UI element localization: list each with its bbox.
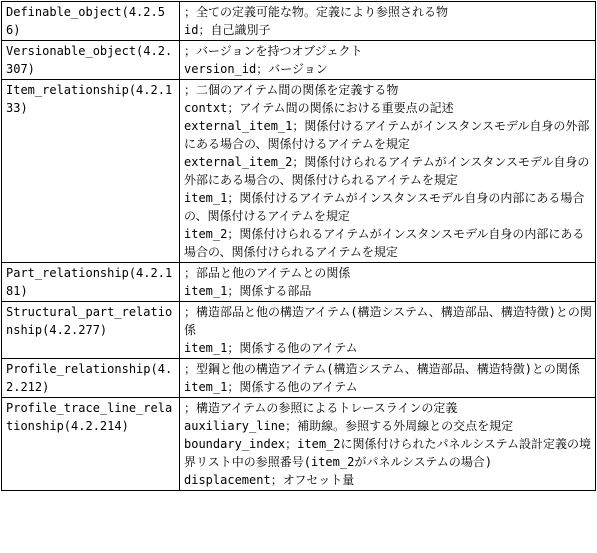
- table-row: [2, 359, 596, 398]
- attribute-line: boundary_index；item_2に関係付けられたパネルシステム設計定義の境界リスト中の参照番号(item_2がパネルシステムの場合): [184, 437, 591, 469]
- table-row: [2, 2, 596, 41]
- definition-line: ；全ての定義可能な物。定義により参照される物: [184, 5, 449, 19]
- definition-line: ；二個のアイテム間の関係を定義する物: [184, 83, 399, 97]
- attribute-line: item_1；関係する他のアイテム: [184, 380, 358, 394]
- definition-line: ；部品と他のアイテムとの関係: [184, 266, 351, 280]
- table-row: [2, 80, 596, 263]
- attribute-line: item_1；関係する部品: [184, 284, 312, 298]
- definition-cell: [180, 398, 596, 491]
- definition-line: ；バージョンを持つオブジェクト: [184, 44, 363, 58]
- definition-cell: [180, 80, 596, 263]
- definition-cell: [180, 41, 596, 80]
- entity-name-cell: Definable_object(4.2.56): [2, 2, 180, 41]
- entity-name-cell: Versionable_object(4.2.307): [2, 41, 180, 80]
- entity-name-cell: Structural_part_relationship(4.2.277): [2, 302, 180, 359]
- attribute-line: auxiliary_line；補助線。参照する外周線との交点を規定: [184, 419, 514, 433]
- entity-name-cell: Item_relationship(4.2.133): [2, 80, 180, 263]
- attribute-line: displacement；オフセット量: [184, 473, 355, 487]
- definition-cell: [180, 359, 596, 398]
- entity-definition-table: [1, 1, 596, 491]
- attribute-line: contxt；アイテム間の関係における重要点の記述: [184, 101, 454, 115]
- definition-line: ；構造部品と他の構造アイテム(構造システム、構造部品、構造特徴)との関係: [184, 305, 592, 337]
- definition-cell: [180, 2, 596, 41]
- table-row: [2, 398, 596, 491]
- attribute-line: version_id；バージョン: [184, 62, 328, 76]
- entity-name-cell: Profile_trace_line_relationship(4.2.214): [2, 398, 180, 491]
- table-row: [2, 41, 596, 80]
- definition-cell: [180, 263, 596, 302]
- table-row: [2, 263, 596, 302]
- entity-name-cell: Part_relationship(4.2.181): [2, 263, 180, 302]
- attribute-line: external_item_1；関係付けるアイテムがインスタンスモデル自身の外部にある場合の、関係付けるアイテムを規定: [184, 119, 590, 151]
- attribute-line: external_item_2；関係付けられるアイテムがインスタンスモデル自身の外部にある場合の、関係付けられるアイテムを規定: [184, 155, 590, 187]
- attribute-line: item_2；関係付けられるアイテムがインスタンスモデル自身の内部にある場合の、関係付けられるアイテムを規定: [184, 227, 585, 259]
- entity-name-cell: Profile_relationship(4.2.212): [2, 359, 180, 398]
- attribute-line: id；自己識別子: [184, 23, 271, 37]
- attribute-line: item_1；関係する他のアイテム: [184, 341, 358, 355]
- definition-line: ；構造アイテムの参照によるトレースラインの定義: [184, 401, 458, 415]
- definition-cell: [180, 302, 596, 359]
- definition-line: ；型鋼と他の構造アイテム(構造システム、構造部品、構造特徴)との関係: [184, 362, 580, 376]
- attribute-line: item_1；関係付けるアイテムがインスタンスモデル自身の内部にある場合の、関係付けるアイテムを規定: [184, 191, 585, 223]
- table-row: [2, 302, 596, 359]
